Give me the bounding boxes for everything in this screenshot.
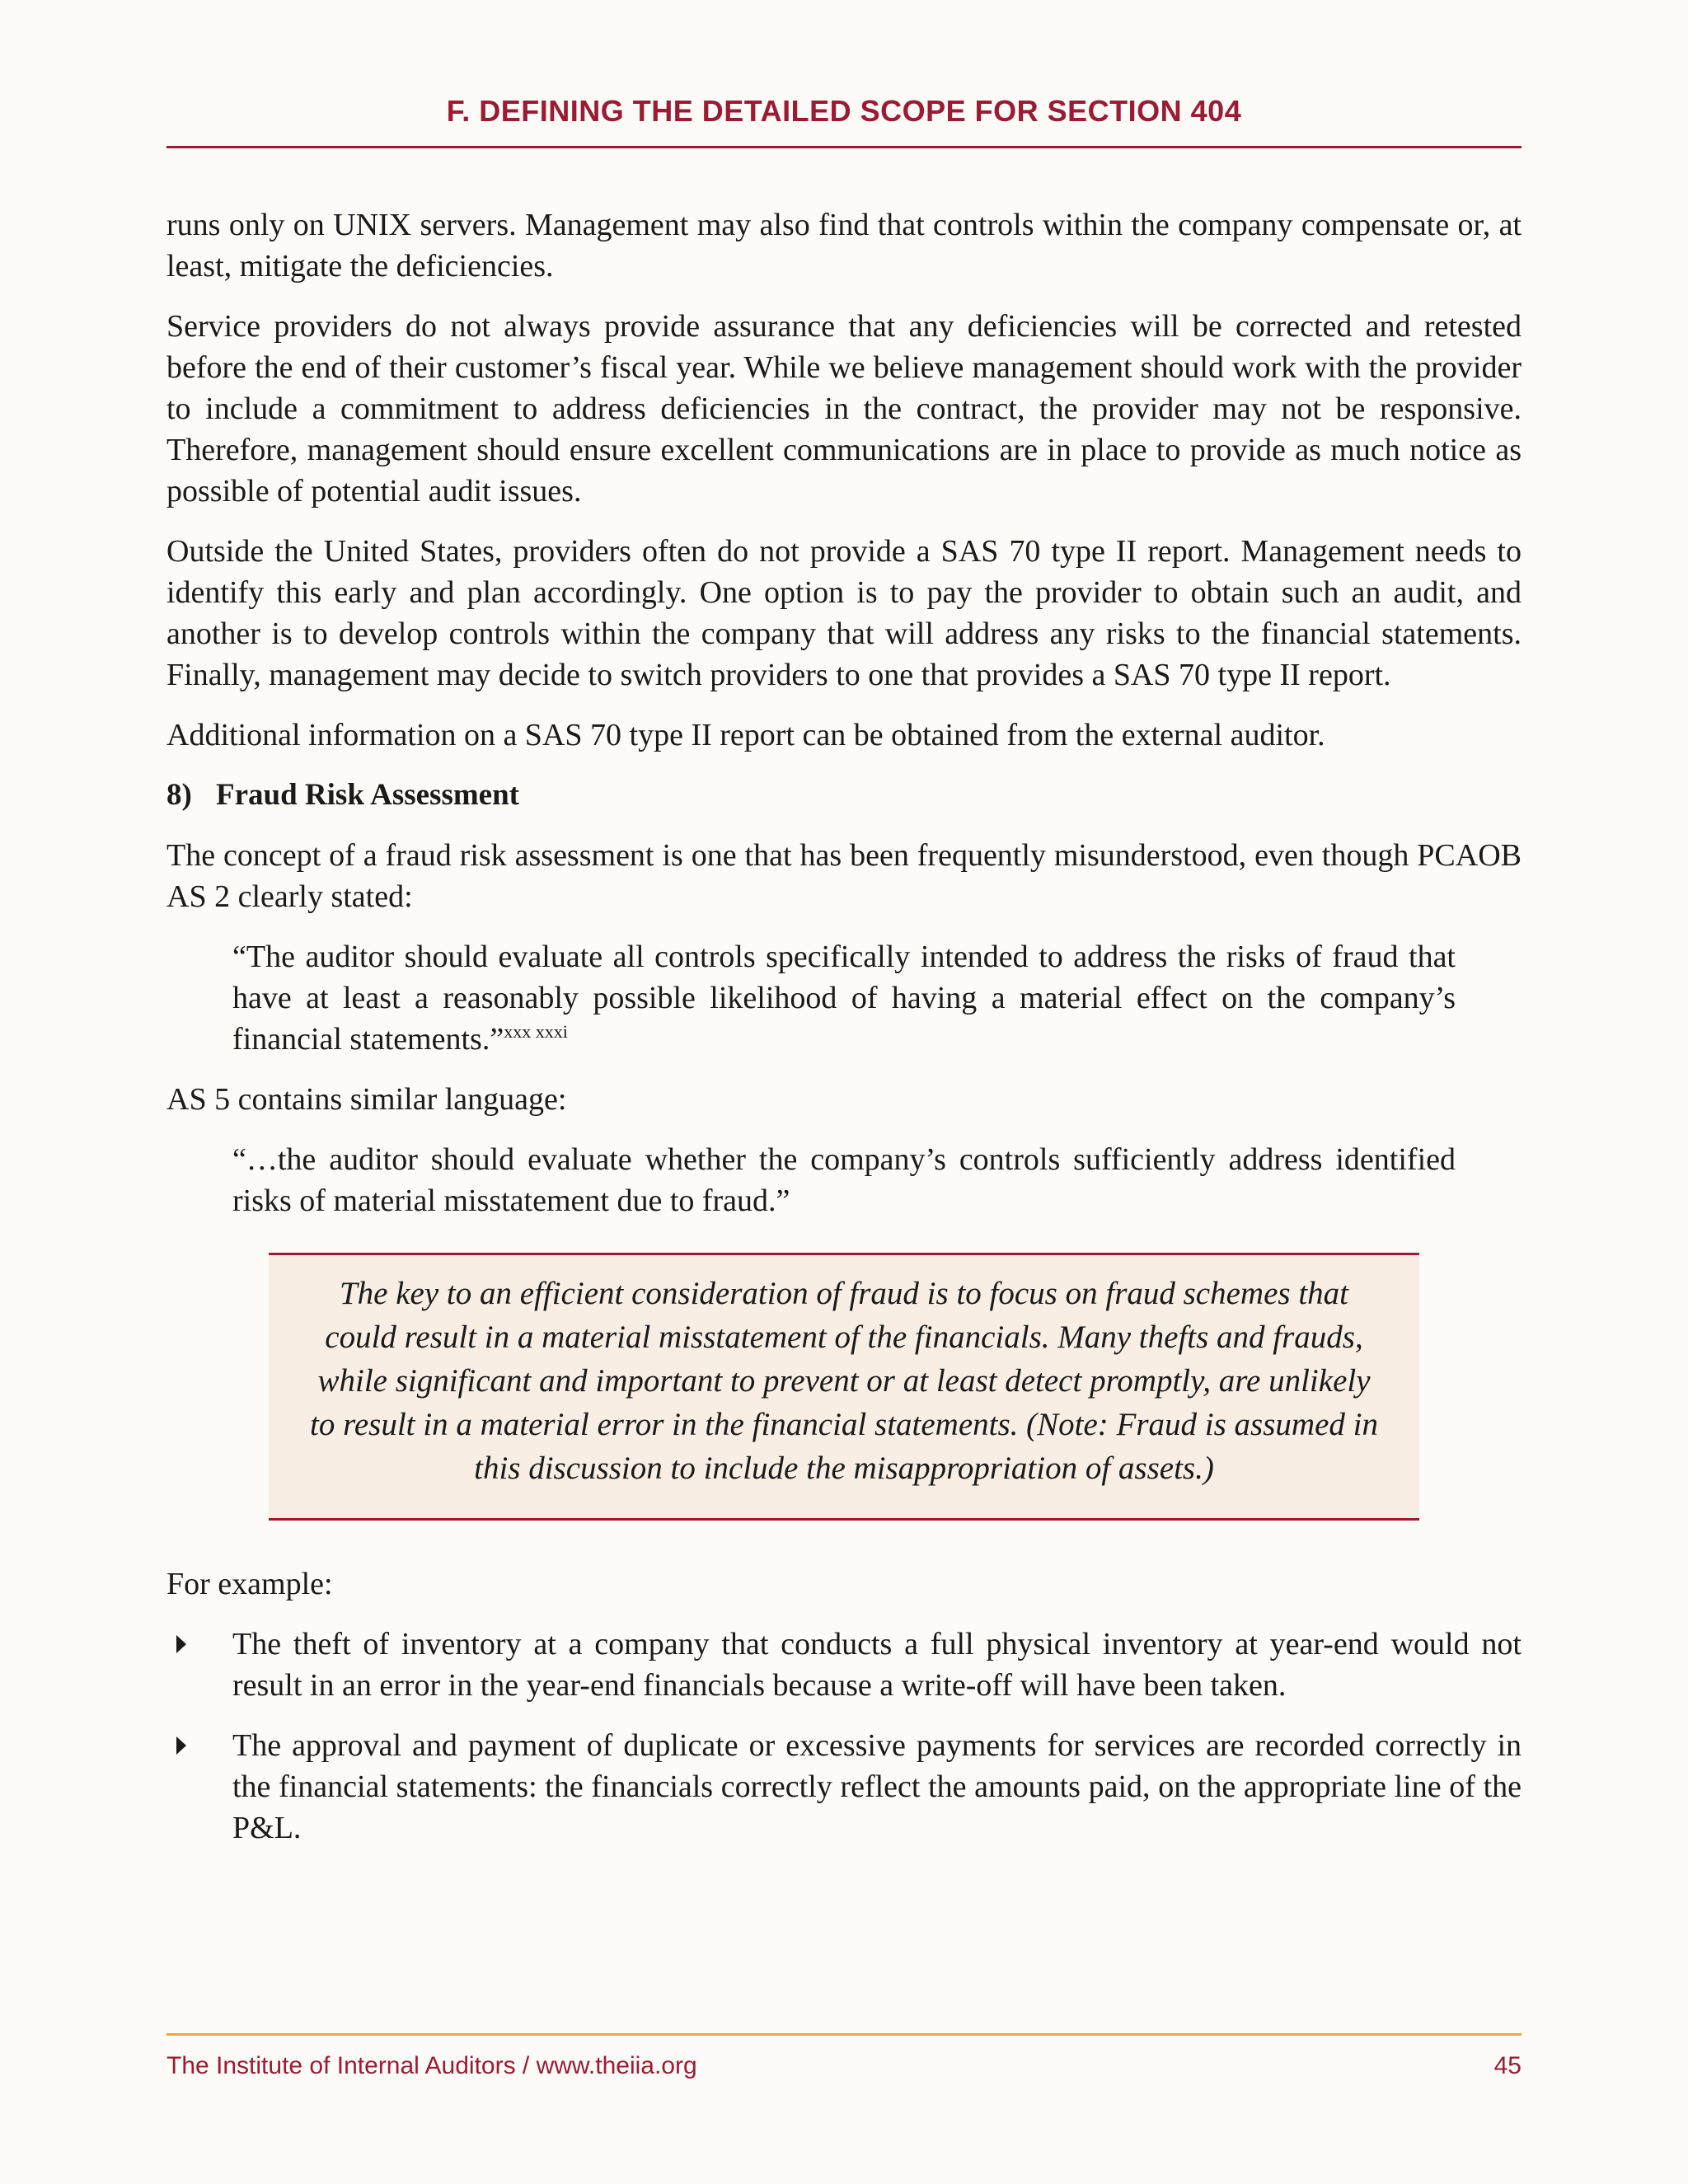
block-quote — [232, 936, 1456, 1060]
page-body — [166, 204, 1522, 1868]
bullet-list — [166, 1624, 1522, 1849]
block-quote: “…the auditor should evaluate whether the company’s controls sufficiently address identified risks of material misstatement due to fraud.” — [232, 1142, 1456, 1218]
section-number: 8) — [166, 778, 192, 812]
triangle-bullet-icon — [176, 1635, 186, 1653]
footnote-refs: xxx xxxi — [504, 1021, 568, 1042]
running-header: F. DEFINING THE DETAILED SCOPE FOR SECTION 404 — [446, 94, 1242, 128]
section-heading — [166, 775, 1522, 816]
paragraph: The concept of a fraud risk assessment is one that has been frequently misunderstood, even though PCAOB AS 2 clearly stated: — [166, 838, 1522, 914]
list-item — [166, 1725, 1522, 1849]
page-number: 45 — [1493, 2052, 1522, 2079]
paragraph: runs only on UNIX servers. Management may also find that controls within the company compensate or, at least, mitigate the deficiencies. — [166, 208, 1522, 284]
paragraph: Service providers do not always provide assurance that any deficiencies will be corrected and retested before the end of their customer’s fiscal year. While we believe management should work with the provider to include a commitment to address deficiencies in the contract, the provider may not be responsive. Therefore, management should ensure excellent communications are in place to provide as much notice as possible of potential audit issues. — [166, 309, 1522, 509]
paragraph: AS 5 contains similar language: — [166, 1082, 567, 1117]
footer-divider — [166, 2033, 1522, 2036]
callout-box: The key to an efficient consideration of fraud is to focus on fraud schemes that could result in a material misstatement of the financials. Many thefts and frauds, while significant and important to prevent or at least detect promptly, are unlikely to result in a material error in the financial statements. (Note: Fraud is assumed in this discussion to include the misappropriation of assets.) — [269, 1253, 1419, 1521]
paragraph: Outside the United States, providers often do not provide a SAS 70 type II report. Management needs to identify this early and plan accordingly. One option is to pay the provider to obtain such an audit, and another is to develop controls within the company that will address any risks to the financial statements. Finally, management may decide to switch providers to one that provides a SAS 70 type II report. — [166, 534, 1522, 692]
header-divider — [166, 146, 1522, 148]
paragraph: Additional information on a SAS 70 type II report can be obtained from the external auditor. — [166, 718, 1325, 752]
paragraph: For example: — [166, 1567, 333, 1601]
section-title: Fraud Risk Assessment — [216, 778, 519, 812]
triangle-bullet-icon — [176, 1736, 186, 1755]
list-item — [166, 1624, 1522, 1706]
quote-text: “The auditor should evaluate all controls specifically intended to address the risks of fraud that have at least a reasonably possible likelihood of having a material effect on the company’s financial statements.” — [232, 940, 1456, 1057]
list-item-text: The theft of inventory at a company that conducts a full physical inventory at year-end would not result in an error in the year-end financials because a write-off will have been taken. — [232, 1627, 1522, 1703]
list-item-text: The approval and payment of duplicate or excessive payments for services are recorded correctly in the financial statements: the financials correctly reflect the amounts paid, on the appropriate line of the P&L. — [232, 1728, 1522, 1845]
footer-publisher: The Institute of Internal Auditors / www.theiia.org — [166, 2052, 697, 2079]
